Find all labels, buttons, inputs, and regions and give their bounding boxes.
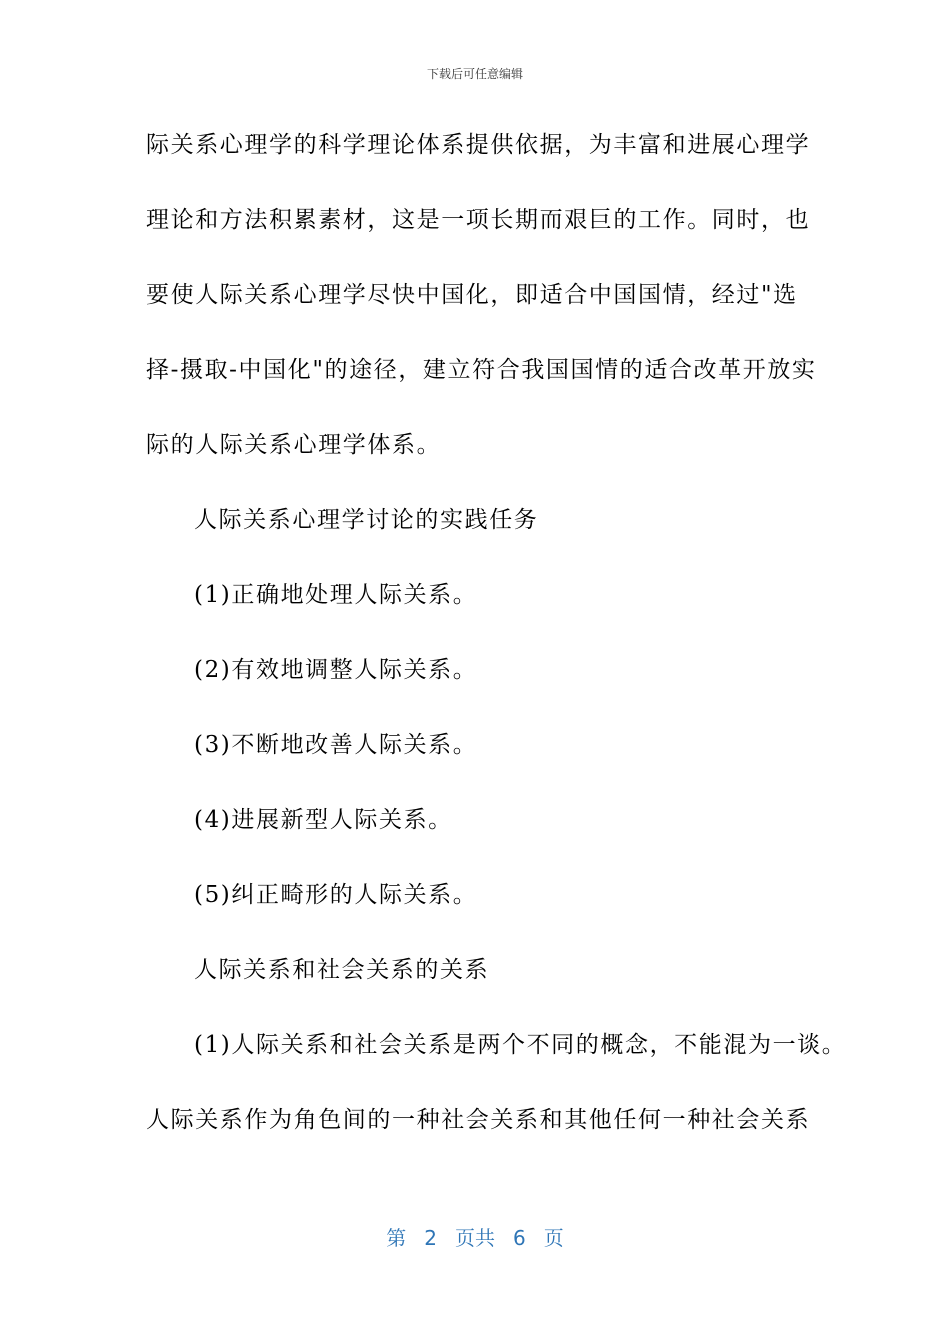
- list-item: (1)人际关系和社会关系是两个不同的概念，不能混为一谈。: [194, 1032, 847, 1058]
- paragraph-line: 理论和方法积累素材，这是一项长期而艰巨的工作。同时，也: [146, 207, 811, 233]
- document-body: [146, 126, 847, 1176]
- list-item: (2)有效地调整人际关系。: [194, 657, 478, 683]
- list-item: (4)进展新型人际关系。: [194, 807, 453, 833]
- list-item: (3)不断地改善人际关系。: [194, 732, 478, 758]
- paragraph-line: 要使人际关系心理学尽快中国化，即适合中国国情，经过"选: [146, 282, 798, 308]
- page-header: 下载后可任意编辑: [426, 67, 523, 81]
- page-footer: [0, 1224, 950, 1252]
- paragraph-line: 际的人际关系心理学体系。: [146, 432, 442, 458]
- list-item: (1)正确地处理人际关系。: [194, 582, 478, 608]
- list-item: (5)纠正畸形的人际关系。: [194, 882, 478, 908]
- footer-label-page: 第: [386, 1226, 407, 1250]
- paragraph-line: 择-摄取-中国化"的途径，建立符合我国国情的适合改革开放实: [146, 357, 817, 383]
- footer-total-pages: 6: [513, 1226, 526, 1250]
- section-heading: 人际关系和社会关系的关系: [194, 957, 490, 983]
- paragraph-line: 人际关系作为角色间的一种社会关系和其他任何一种社会关系: [146, 1107, 811, 1133]
- section-heading: 人际关系心理学讨论的实践任务: [194, 507, 539, 533]
- footer-label-of: 页共: [455, 1226, 495, 1250]
- paragraph-line: 际关系心理学的科学理论体系提供依据，为丰富和进展心理学: [146, 132, 811, 158]
- footer-current-page: 2: [424, 1226, 437, 1250]
- footer-label-end: 页: [543, 1226, 564, 1250]
